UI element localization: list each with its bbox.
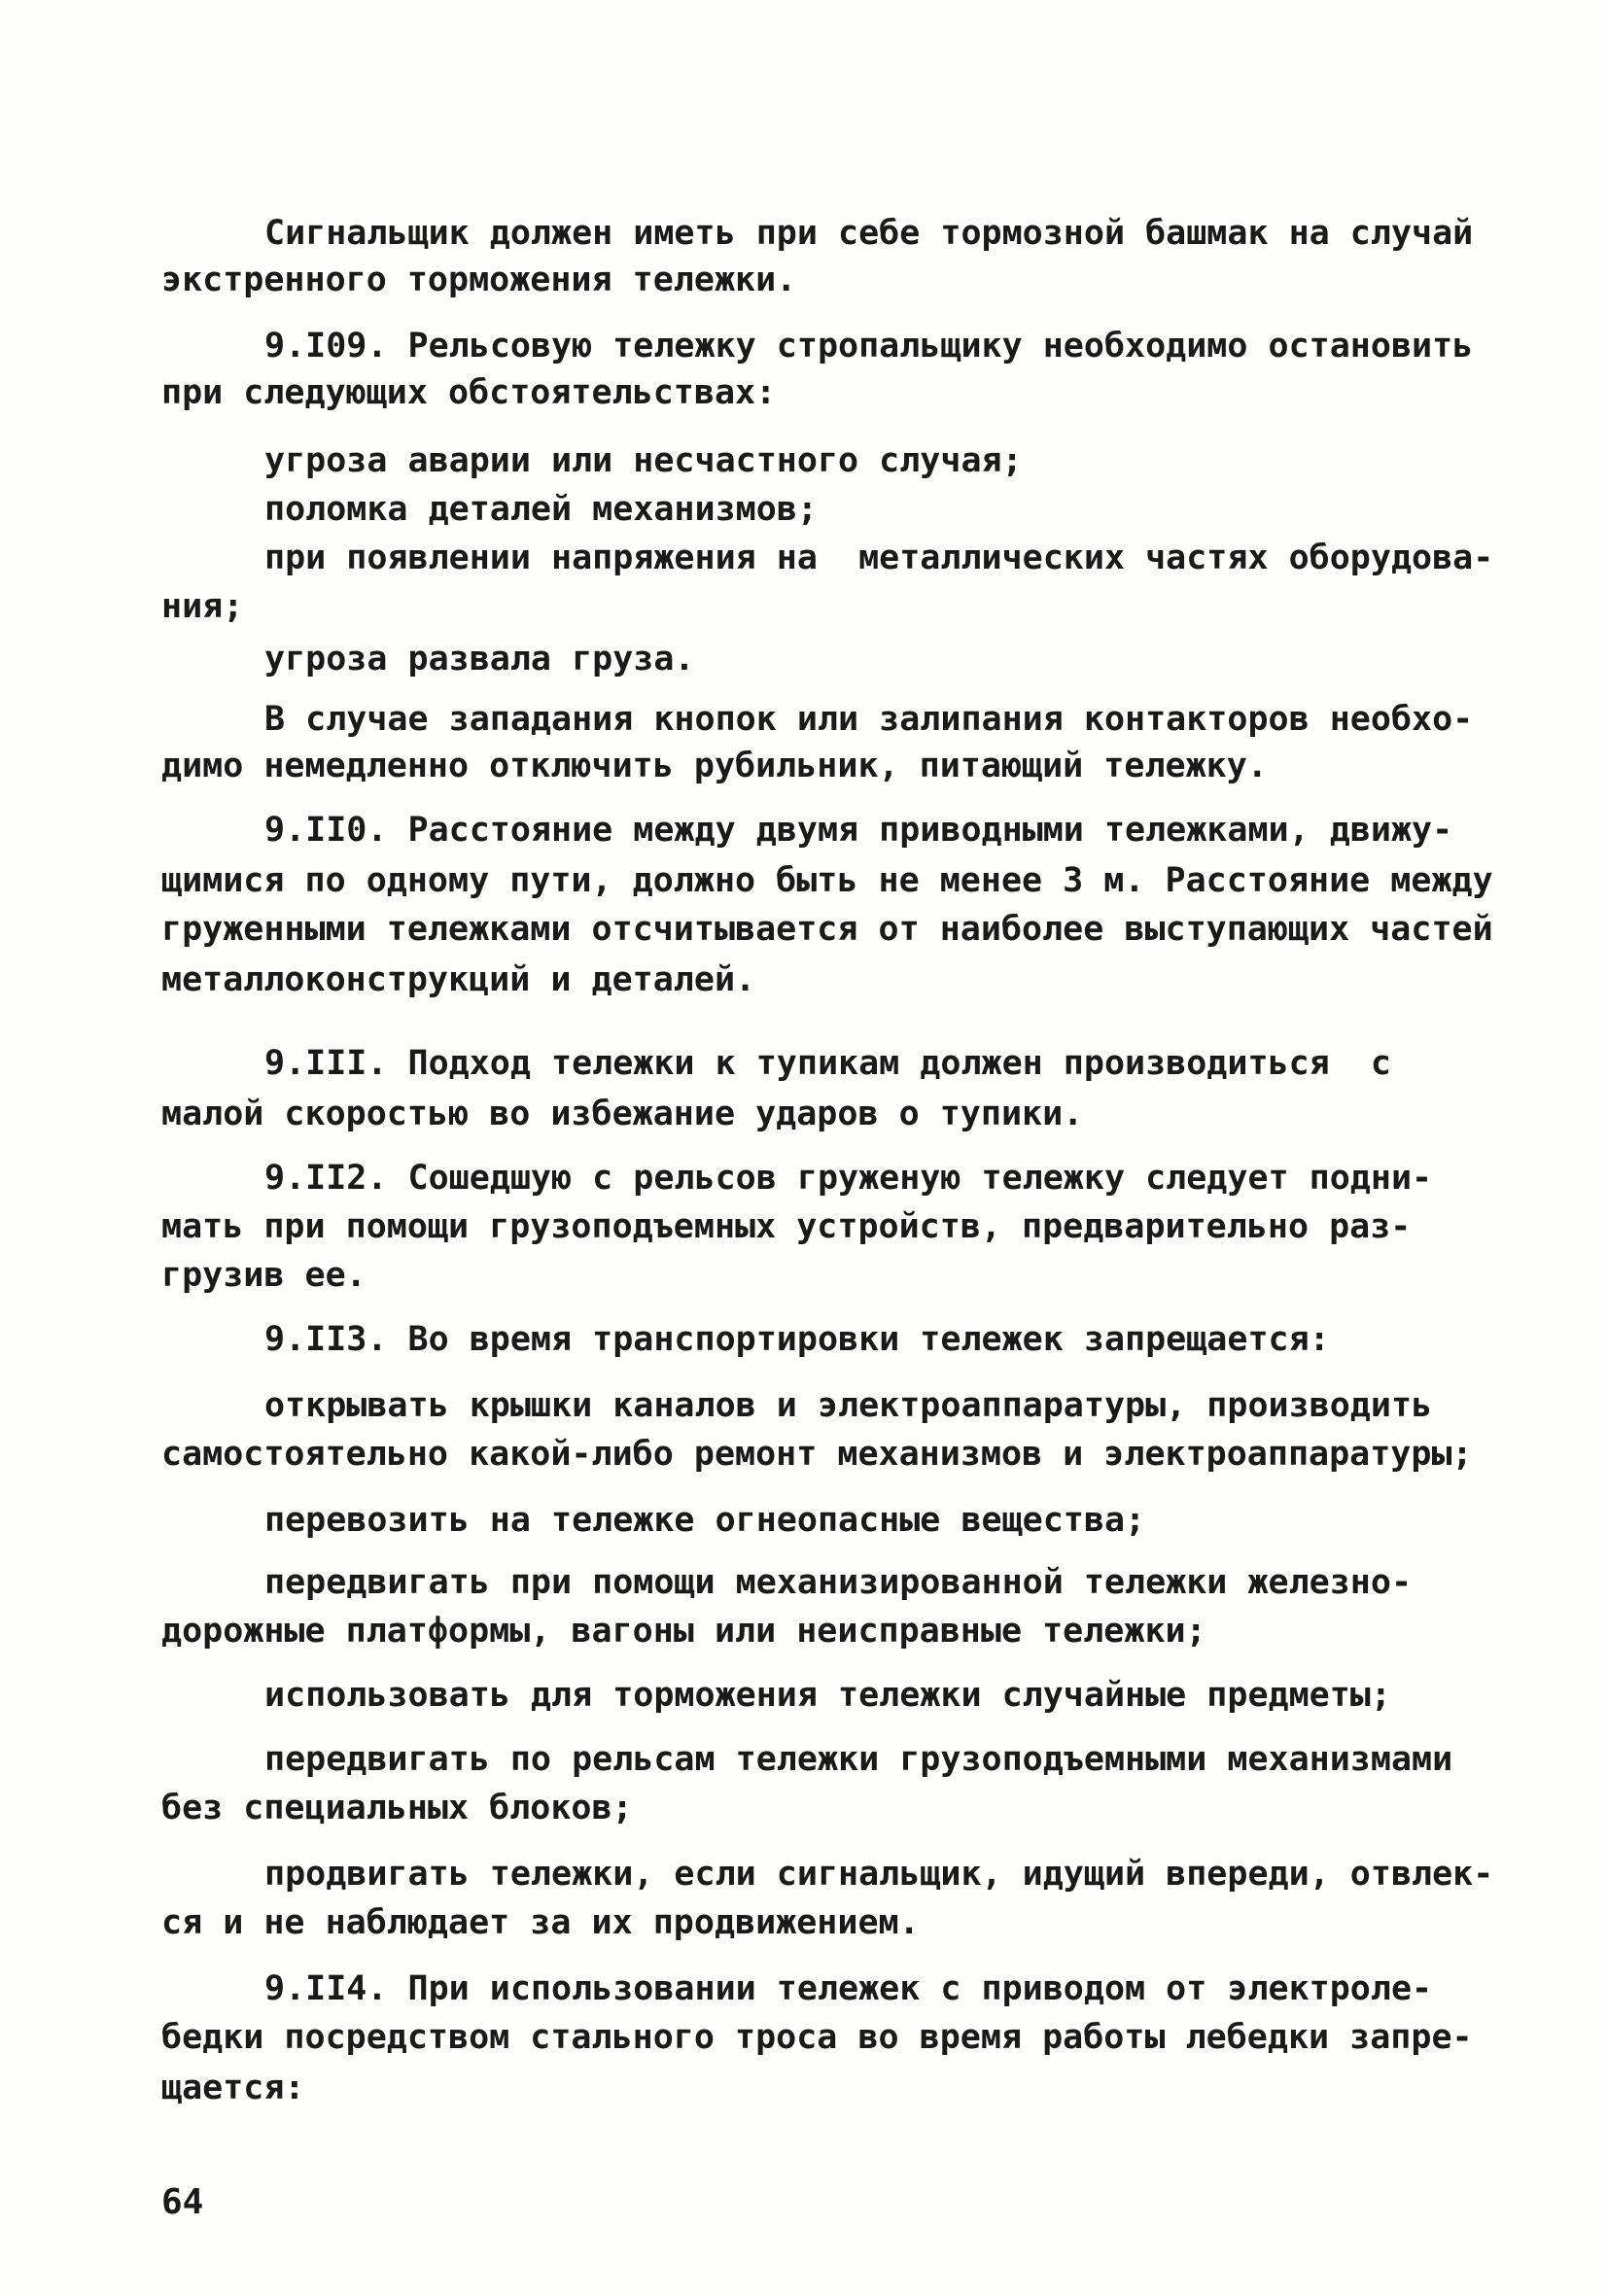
text-line: использовать для торможения тележки случайные предметы; — [264, 1676, 1391, 1715]
text-line: 9.II4. При использовании тележек с приводом от электроле- — [264, 1969, 1433, 2008]
text-line: малой скоростью во избежание ударов о тупики. — [161, 1095, 1084, 1133]
page-number: 64 — [161, 2182, 204, 2222]
text-line: при появлении напряжения на металлических частях оборудова- — [264, 539, 1494, 577]
text-line: ния; — [161, 587, 244, 626]
text-line: передвигать при помощи механизированной тележки железно- — [264, 1563, 1413, 1602]
text-line: поломка деталей механизмов; — [264, 490, 818, 529]
text-line: бедки посредством стального троса во время работы лебедки запре- — [161, 2018, 1473, 2057]
text-line: ся и не наблюдает за их продвижением. — [161, 1903, 920, 1942]
text-line: угроза развала груза. — [264, 640, 695, 678]
text-line: передвигать по рельсам тележки грузоподъемными механизмами — [264, 1740, 1453, 1779]
text-line: угроза аварии или несчастного случая; — [264, 441, 1023, 480]
text-line: грузив ее. — [161, 1256, 367, 1295]
text-line: открывать крышки каналов и электроаппаратуры, производить — [264, 1386, 1433, 1425]
text-line: перевозить на тележке огнеопасные вещества; — [264, 1501, 1146, 1540]
text-line: груженными тележками отсчитывается от наиболее выступающих частей — [161, 910, 1493, 949]
text-line: продвигать тележки, если сигнальщик, идущий впереди, отвлек- — [264, 1855, 1494, 1894]
text-line: 9.III. Подход тележки к тупикам должен производиться с — [264, 1044, 1391, 1083]
text-line: самостоятельно какой-либо ремонт механизмов и электроаппаратуры; — [161, 1435, 1473, 1474]
text-line: 9.II2. Сошедшую с рельсов груженую тележку следует подни- — [264, 1159, 1433, 1198]
text-line: экстренного торможения тележки. — [161, 261, 797, 299]
text-line: В случае западания кнопок или залипания контакторов необхо- — [264, 700, 1474, 739]
text-line: металлоконструкций и деталей. — [161, 960, 756, 999]
text-line: щимися по одному пути, должно быть не менее 3 м. Расстояние между — [161, 861, 1493, 900]
text-line: мать при помощи грузоподъемных устройств, предварительно раз- — [161, 1207, 1412, 1246]
text-line: дорожные платформы, вагоны или неисправные тележки; — [161, 1612, 1206, 1651]
text-line: при следующих обстоятельствах: — [161, 373, 777, 412]
text-line: Сигнальщик должен иметь при себе тормозной башмак на случай — [264, 214, 1474, 253]
text-line: димо немедленно отключить рубильник, питающий тележку. — [161, 747, 1268, 785]
text-line: 9.II3. Во время транспортировки тележек запрещается: — [264, 1320, 1330, 1359]
text-line: щается: — [161, 2069, 305, 2107]
text-line: 9.II0. Расстояние между двумя приводными тележками, движу- — [264, 811, 1453, 850]
text-line: без специальных блоков; — [161, 1789, 633, 1827]
text-line: 9.I09. Рельсовую тележку стропальщику необходимо остановить — [264, 327, 1474, 365]
